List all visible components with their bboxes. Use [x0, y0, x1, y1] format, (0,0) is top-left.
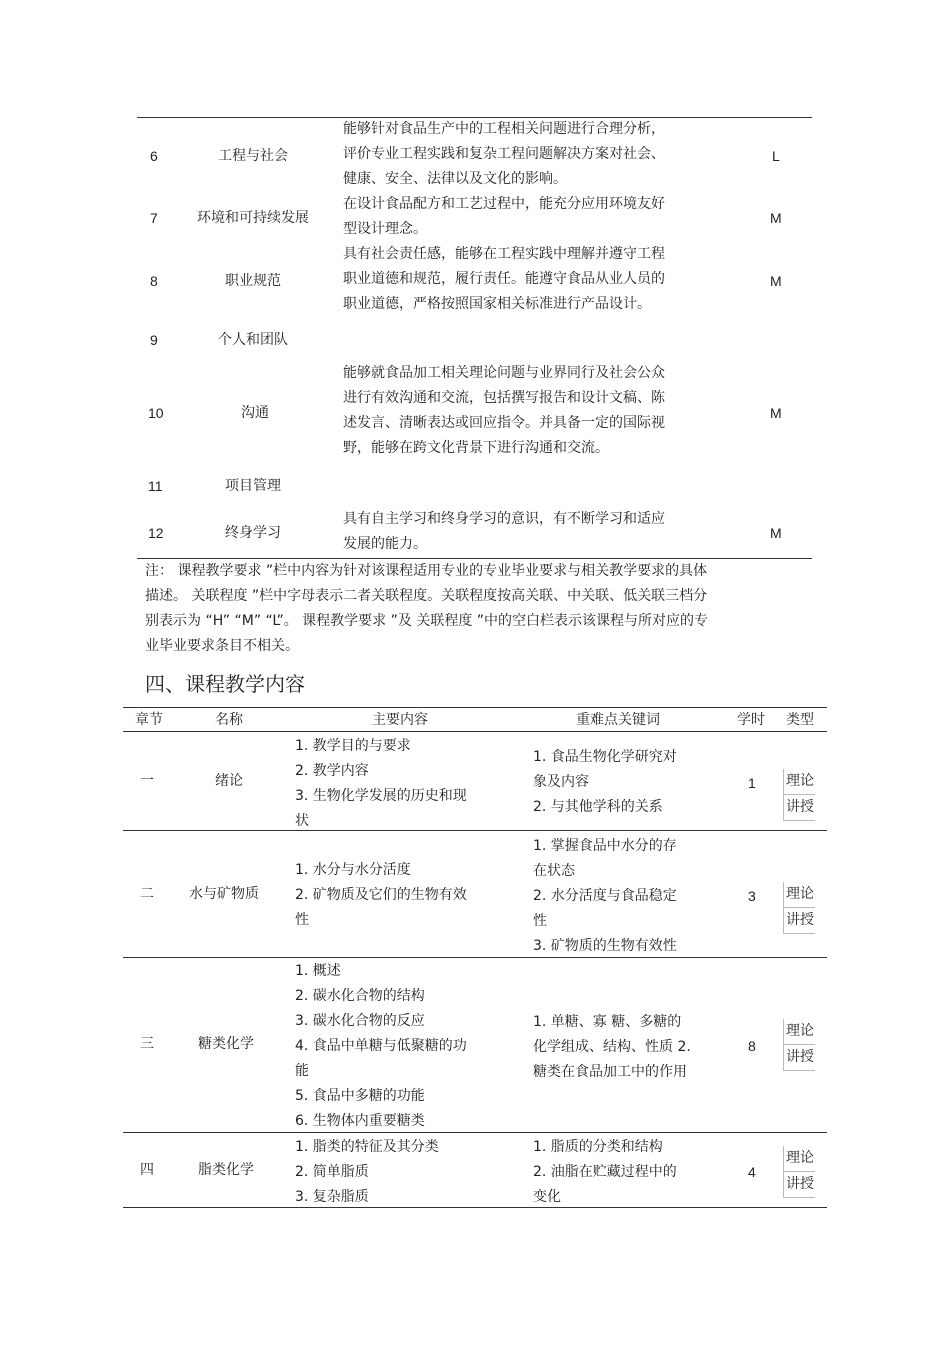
- table2-bottom-rule: [123, 1207, 827, 1208]
- row11-no: 11: [148, 478, 163, 494]
- row6-level: L: [772, 148, 780, 164]
- ch1-keypoints: 1. 食品生物化学研究对 象及内容 2. 与其他学科的关系: [533, 749, 677, 815]
- ch1-name: 绪论: [215, 773, 243, 789]
- row11-name: 项目管理: [225, 478, 281, 494]
- header-chapter: 章节: [135, 712, 163, 728]
- ch4-keypoints: 1. 脂质的分类和结构 2. 油脂在贮藏过程中的 变化: [533, 1139, 677, 1205]
- row7-level: M: [770, 210, 782, 226]
- row8-requirement: 具有社会责任感，能够在工程实践中理解并遵守工程 职业道德和规范，履行责任。能遵守食品从业人员的 职业道德，严格按照国家相关标准进行产品设计。: [343, 246, 665, 312]
- ch1-content: 1. 教学目的与要求 2. 教学内容 3. 生物化学发展的历史和现 状: [295, 738, 467, 829]
- ch3-content: 1. 概述 2. 碳水化合物的结构 3. 碳水化合物的反应 4. 食品中单糖与低聚糖的功 能 5. 食品中多糖的功能 6. 生物体内重要糖类: [295, 963, 467, 1129]
- ch4-type: 理论 讲授: [783, 1146, 815, 1198]
- ch3-name: 糖类化学: [198, 1036, 254, 1052]
- row9-no: 9: [150, 332, 158, 348]
- row12-requirement: 具有自主学习和终身学习的意识，有不断学习和适应 发展的能力。: [343, 511, 665, 552]
- ch4-name: 脂类化学: [198, 1162, 254, 1178]
- ch2-bottom-rule: [123, 957, 827, 958]
- table2-header-rule: [123, 731, 827, 732]
- row12-level: M: [770, 525, 782, 541]
- header-type: 类型: [786, 712, 814, 728]
- ch2-keypoints: 1. 掌握食品中水分的存 在状态 2. 水分活度与食品稳定 性 3. 矿物质的生物有效性: [533, 838, 677, 954]
- row10-no: 10: [148, 405, 164, 421]
- row10-requirement: 能够就食品加工相关理论问题与业界同行及社会公众 进行有效沟通和交流，包括撰写报告和设计文稿、陈 述发言、清晰表达或回应指令。并具备一定的国际视 野，能够在跨文化背景下进行沟通和交流。: [343, 365, 665, 456]
- ch4-content: 1. 脂类的特征及其分类 2. 简单脂质 3. 复杂脂质: [295, 1139, 439, 1205]
- row7-requirement: 在设计食品配方和工艺过程中，能充分应用环境友好 型设计理念。: [343, 196, 665, 237]
- row9-name: 个人和团队: [218, 332, 288, 348]
- row10-name: 沟通: [241, 405, 269, 421]
- ch2-content: 1. 水分与水分活度 2. 矿物质及它们的生物有效 性: [295, 862, 467, 928]
- row6-no: 6: [150, 148, 158, 164]
- ch2-name: 水与矿物质: [189, 886, 259, 902]
- row7-name: 环境和可持续发展: [197, 210, 309, 226]
- ch1-bottom-rule: [123, 830, 827, 831]
- header-name: 名称: [215, 712, 243, 728]
- row8-name: 职业规范: [225, 273, 281, 289]
- ch3-type: 理论 讲授: [783, 1019, 815, 1071]
- header-content: 主要内容: [372, 712, 428, 728]
- row8-no: 8: [150, 273, 158, 289]
- ch3-bottom-rule: [123, 1132, 827, 1133]
- row7-no: 7: [150, 210, 158, 226]
- header-keypoints: 重难点关键词: [576, 712, 660, 728]
- header-hours: 学时: [737, 712, 765, 728]
- ch2-chapter: 二: [140, 886, 154, 902]
- row6-name: 工程与社会: [218, 148, 288, 164]
- ch1-type: 理论 讲授: [783, 769, 815, 821]
- section-title: 四、课程教学内容: [145, 672, 305, 696]
- row6-requirement: 能够针对食品生产中的工程相关问题进行合理分析， 评价专业工程实践和复杂工程问题解决方案对社会、 健康、安全、法律以及文化的影响。: [343, 121, 665, 187]
- ch3-keypoints: 1. 单糖、寡 糖、多糖的 化学组成、结构、性质 2. 糖类在食品加工中的作用: [533, 1014, 691, 1080]
- ch1-chapter: 一: [140, 773, 154, 789]
- ch4-hours: 4: [748, 1164, 756, 1180]
- ch4-chapter: 四: [140, 1162, 154, 1178]
- row12-name: 终身学习: [225, 525, 281, 541]
- row12-no: 12: [148, 525, 164, 541]
- row8-level: M: [770, 273, 782, 289]
- ch2-type: 理论 讲授: [783, 882, 815, 934]
- row10-level: M: [770, 405, 782, 421]
- ch3-hours: 8: [748, 1038, 756, 1054]
- table1-note: 注： 课程教学要求 ”栏中内容为针对该课程适用专业的专业毕业要求与相关教学要求的具体 描述。 关联程度 ”栏中字母表示二者关联程度。关联程度按高关联、中关联、低关联三档分 别表示为 “H” “M” “L”。 课程教学要求 ”及 关联程度 ”中的空白栏表示该课程与所对应的专 业毕业要求条目不相关。: [145, 563, 709, 654]
- ch2-hours: 3: [748, 888, 756, 904]
- ch3-chapter: 三: [140, 1036, 154, 1052]
- ch1-hours: 1: [748, 775, 756, 791]
